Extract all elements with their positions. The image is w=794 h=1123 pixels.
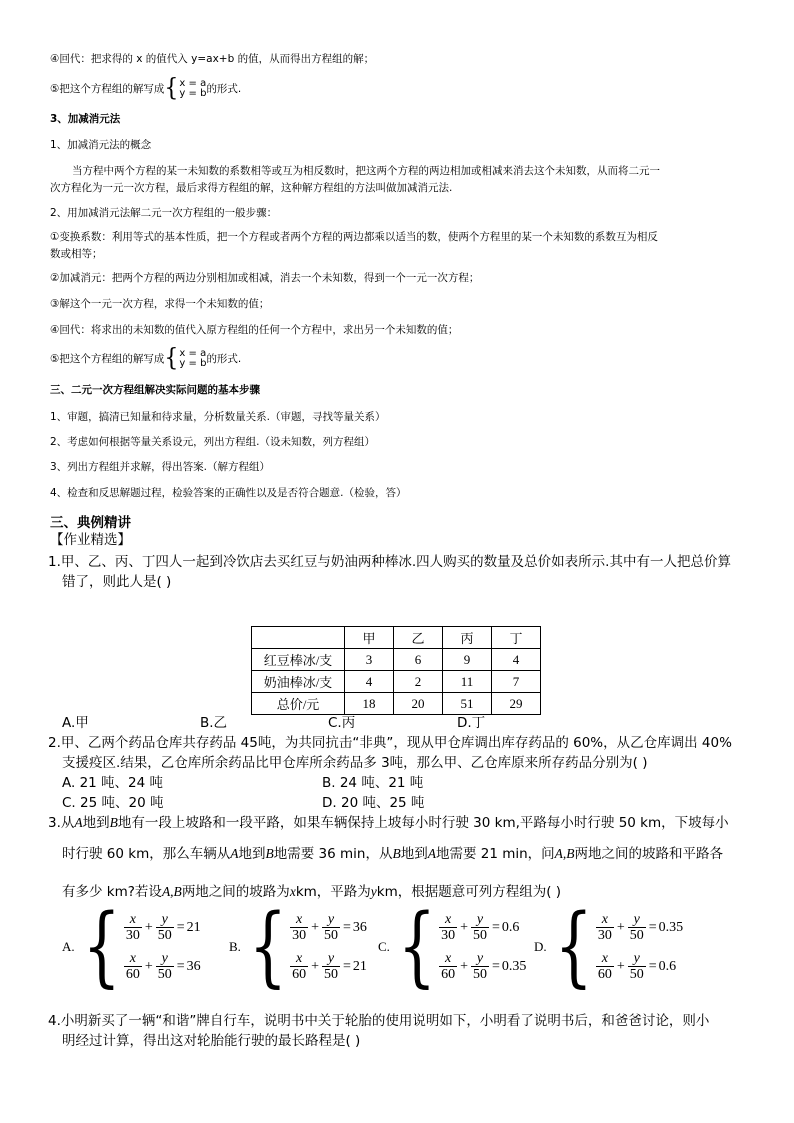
equals-sign: =: [492, 919, 500, 935]
equation-row: [438, 951, 526, 982]
plus-sign: +: [460, 958, 469, 974]
examples-title: 三、典例精讲: [50, 515, 131, 531]
brace-icon: {: [248, 896, 288, 998]
q2-option-c: C. 25 吨、20 吨: [62, 795, 164, 811]
steps-title: 2、用加减消元法解二元一次方程组的一般步骤：: [50, 207, 278, 219]
fraction-numerator: x: [129, 951, 136, 966]
table-header-cell: [252, 627, 345, 649]
equation-row: [123, 912, 201, 943]
variable-y: y: [370, 884, 377, 899]
equation-rhs: 21: [352, 958, 367, 974]
plus-sign: +: [311, 919, 320, 935]
q1-line-1: 1.甲、乙、丙、丁四人一起到冷饮店去买红豆与奶油两种棒冰.四人购买的数量及总价如表所示.其中有一人把总价算: [48, 554, 731, 570]
fraction-numerator: y: [161, 951, 168, 966]
table-cell: 20: [394, 693, 443, 715]
equation-rhs: 0.35: [501, 958, 527, 974]
q2-option-d: D. 20 吨、25 吨: [322, 795, 425, 811]
equation-row: [123, 951, 201, 982]
table-cell: 7: [492, 671, 541, 693]
q3-text: 地到: [400, 846, 428, 862]
equation-rhs: 0.6: [501, 919, 520, 935]
point-b-label: B: [392, 846, 401, 861]
point-a-label: A: [74, 815, 83, 830]
concept-paragraph-line-1: 当方程中两个方程的某一未知数的系数相等或互为相反数时，把这两个方程的两边相加或相减来消去这个未知数，从而将二元一: [72, 165, 660, 177]
equation-row: [289, 912, 367, 943]
equation-row: [438, 912, 526, 943]
fraction-numerator: x: [601, 951, 608, 966]
table-header-cell: 甲: [345, 627, 394, 649]
points-ab-label: A,B: [554, 846, 575, 861]
table-cell: 11: [443, 671, 492, 693]
q3-choice-d: [534, 896, 684, 998]
q3-text: 两地之间的坡路为: [181, 884, 290, 900]
q4-line-2: 明经过计算，得出这对轮胎能行驶的最长路程是( ): [62, 1033, 361, 1049]
table-cell: 红豆棒冰/支: [252, 649, 345, 671]
table-cell: 4: [492, 649, 541, 671]
q3-text: 有多少 km?若设: [62, 884, 162, 900]
equals-sign: =: [343, 919, 351, 935]
fraction-denominator: 50: [629, 967, 644, 982]
concept-paragraph-line-2: 次方程化为一元一次方程，最后求得方程组的解，这种解方程组的方法叫做加减消元法.: [50, 182, 453, 194]
step-4b-text: ④回代：将求出的未知数的值代入原方程组的任何一个方程中，求出另一个未知数的值；: [50, 324, 459, 336]
equation-rhs: 0.6: [658, 958, 677, 974]
table-cell: 3: [345, 649, 394, 671]
points-ab-label: A,B: [161, 884, 182, 899]
table-cell: 总价/元: [252, 693, 345, 715]
solution-system: [164, 74, 207, 103]
table-cell: 18: [345, 693, 394, 715]
q3-text: 地需要 36 min，从: [273, 846, 393, 862]
q3-text: 地需要 21 min，问: [435, 846, 555, 862]
equation-rhs: 0.35: [658, 919, 684, 935]
fraction-denominator: 50: [157, 928, 172, 943]
step-3-text: ③解这个一元一次方程，求得一个未知数的值；: [50, 298, 270, 310]
homework-subtitle: 【作业精选】: [50, 532, 131, 548]
table-row: [252, 649, 541, 671]
table-row: [252, 693, 541, 715]
brace-icon: {: [164, 344, 179, 373]
q3-line-2: [62, 842, 723, 862]
q1-line-2: 错了，则此人是( ): [62, 574, 172, 590]
table-cell: 9: [443, 649, 492, 671]
q3-text: 两地之间的坡路和平路各: [574, 846, 724, 862]
section-title-addsub: 3、加减消元法: [50, 113, 121, 125]
plus-sign: +: [616, 919, 625, 935]
fraction-numerator: y: [633, 912, 640, 927]
table-cell: 6: [394, 649, 443, 671]
q3-text: 地有一段上坡路和一段平路，如果车辆保持上坡每小时行驶 30 km,平路每小时行驶 50 km，下坡每小: [117, 815, 729, 831]
brace-icon: {: [164, 74, 179, 103]
q2-option-a: A. 21 吨、24 吨: [62, 775, 164, 791]
fraction-denominator: 30: [125, 928, 140, 943]
fraction-denominator: 30: [597, 928, 612, 943]
equals-sign: =: [492, 958, 500, 974]
q3-text: 3.从: [48, 815, 75, 831]
table-cell: 4: [345, 671, 394, 693]
fraction-denominator: 30: [292, 928, 307, 943]
table-row: [252, 671, 541, 693]
q1-option-d: D.丁: [457, 715, 486, 731]
fraction-denominator: 50: [324, 967, 339, 982]
q2-option-b: B. 24 吨、21 吨: [322, 775, 424, 791]
fraction-numerator: x: [129, 912, 136, 927]
q3-text: 地到: [82, 815, 110, 831]
q1-option-b: B.乙: [200, 715, 228, 731]
plus-sign: +: [144, 958, 153, 974]
brace-icon: {: [397, 896, 437, 998]
q2-line-1: 2.甲、乙两个药品仓库共存药品 45吨，为共同抗击“非典”，现从甲仓库调出库存药品的 60%，从乙仓库调出 40%: [48, 735, 732, 751]
equals-sign: =: [648, 919, 657, 935]
step-5-prefix: ⑤把这个方程组的解写成: [50, 83, 165, 95]
concept-title: 1、加减消元法的概念: [50, 139, 152, 151]
fraction-denominator: 60: [441, 967, 456, 982]
fraction-numerator: x: [601, 912, 608, 927]
equation-row: [595, 912, 683, 943]
step-4-text: ④回代：把求得的 x 的值代入 y=ax+b 的值，从而得出方程组的解；: [50, 53, 375, 65]
table-cell: 2: [394, 671, 443, 693]
plus-sign: +: [616, 958, 625, 974]
table-cell: 29: [492, 693, 541, 715]
table-cell: 51: [443, 693, 492, 715]
fraction-denominator: 50: [473, 928, 488, 943]
real-step-3: 3、列出方程组并求解，得出答案.（解方程组）: [50, 461, 271, 473]
q4-line-1: 4.小明新买了一辆“和谐”牌自行车，说明书中关于轮胎的使用说明如下，小明看了说明书后，和爸爸讨论，则小: [48, 1013, 710, 1029]
fraction-numerator: y: [476, 951, 484, 966]
fraction-numerator: x: [296, 912, 303, 927]
table-header-cell: 丙: [443, 627, 492, 649]
real-step-1: 1、审题，搞清已知量和待求量，分析数量关系.（审题，寻找等量关系）: [50, 411, 386, 423]
equals-sign: =: [648, 958, 657, 974]
point-b-label: B: [109, 815, 118, 830]
equation-row: [289, 951, 367, 982]
equation-row: [595, 951, 683, 982]
q3-choice-a: [62, 896, 201, 998]
fraction-numerator: y: [327, 912, 335, 927]
equals-sign: =: [176, 958, 185, 974]
table-header-cell: 丁: [492, 627, 541, 649]
fraction-denominator: 60: [292, 967, 307, 982]
step-1-line-1: ①变换系数：利用等式的基本性质，把一个方程或者两个方程的两边都乘以适当的数，使两个方程里的某一个未知数的系数互为相反: [50, 231, 658, 243]
step-2-text: ②加减消元：把两个方程的两边分别相加或相减，消去一个未知数，得到一个一元一次方程；: [50, 272, 480, 284]
table-header-row: [252, 627, 541, 649]
choice-label: C.: [378, 939, 390, 954]
equation-rhs: 36: [186, 958, 201, 974]
q3-text: km，根据题意可列方程组为( ): [376, 884, 562, 900]
plus-sign: +: [311, 958, 320, 974]
fraction-denominator: 60: [125, 967, 140, 982]
solution-system-2: [164, 344, 207, 373]
choice-label: D.: [534, 939, 547, 954]
variable-x: x: [289, 884, 296, 899]
q1-option-c: C.丙: [328, 715, 356, 731]
fraction-denominator: 50: [157, 967, 172, 982]
plus-sign: +: [144, 919, 153, 935]
brace-icon: {: [82, 896, 121, 998]
fraction-numerator: x: [296, 951, 303, 966]
q3-line-3: [62, 880, 561, 900]
real-step-4: 4、检查和反思解题过程，检验答案的正确性以及是否符合题意.（检验，答）: [50, 487, 407, 499]
equation-rhs: 36: [352, 919, 367, 935]
brace-icon: {: [554, 896, 593, 998]
system-row-2: y = b: [179, 88, 207, 99]
fraction-denominator: 30: [441, 928, 456, 943]
step-5-suffix: 的形式.: [206, 83, 242, 95]
step-5b-prefix: ⑤把这个方程组的解写成: [50, 353, 165, 365]
system-row-2: y = b: [179, 358, 207, 369]
q2-line-2: 支援疫区.结果，乙仓库所余药品比甲仓库所余药品多 3吨，那么甲、乙仓库原来所存药品分别为( ): [62, 755, 648, 771]
step-1-line-2: 数或相等；: [50, 248, 103, 260]
plus-sign: +: [460, 919, 469, 935]
fraction-numerator: y: [633, 951, 640, 966]
q3-text: 地到: [238, 846, 266, 862]
q3-choice-b: [229, 896, 367, 998]
equals-sign: =: [343, 958, 351, 974]
fraction-denominator: 50: [473, 967, 488, 982]
choice-label: B.: [229, 939, 241, 954]
equation-rhs: 21: [186, 919, 201, 935]
q1-option-a: A.甲: [62, 715, 89, 731]
system-row-1: x = a: [179, 78, 207, 89]
real-step-2: 2、考虑如何根据等量关系设元，列出方程组.（设未知数，列方程组）: [50, 436, 376, 448]
fraction-denominator: 50: [324, 928, 339, 943]
q3-choice-c: [378, 896, 527, 998]
equals-sign: =: [176, 919, 185, 935]
q3-text: km，平路为: [295, 884, 371, 900]
table-cell: 奶油棒冰/支: [252, 671, 345, 693]
fraction-numerator: x: [445, 912, 452, 927]
fraction-numerator: y: [327, 951, 335, 966]
step-5b-line: [50, 344, 242, 373]
step-5b-suffix: 的形式.: [206, 353, 242, 365]
q3-line-1: [48, 811, 729, 831]
point-a-label: A: [230, 846, 239, 861]
fraction-numerator: y: [161, 912, 168, 927]
fraction-numerator: x: [445, 951, 452, 966]
point-a-label: A: [427, 846, 436, 861]
point-b-label: B: [265, 846, 274, 861]
purchase-table: [251, 626, 541, 715]
fraction-denominator: 50: [629, 928, 644, 943]
choice-label: A.: [62, 939, 75, 954]
table-header-cell: 乙: [394, 627, 443, 649]
section-title-real-problems: 三、二元一次方程组解决实际问题的基本步骤: [50, 384, 260, 396]
fraction-numerator: y: [476, 912, 484, 927]
q3-text: 时行驶 60 km，那么车辆从: [62, 846, 231, 862]
fraction-denominator: 60: [597, 967, 612, 982]
system-row-1: x = a: [179, 348, 207, 359]
step-5-line: [50, 74, 242, 103]
